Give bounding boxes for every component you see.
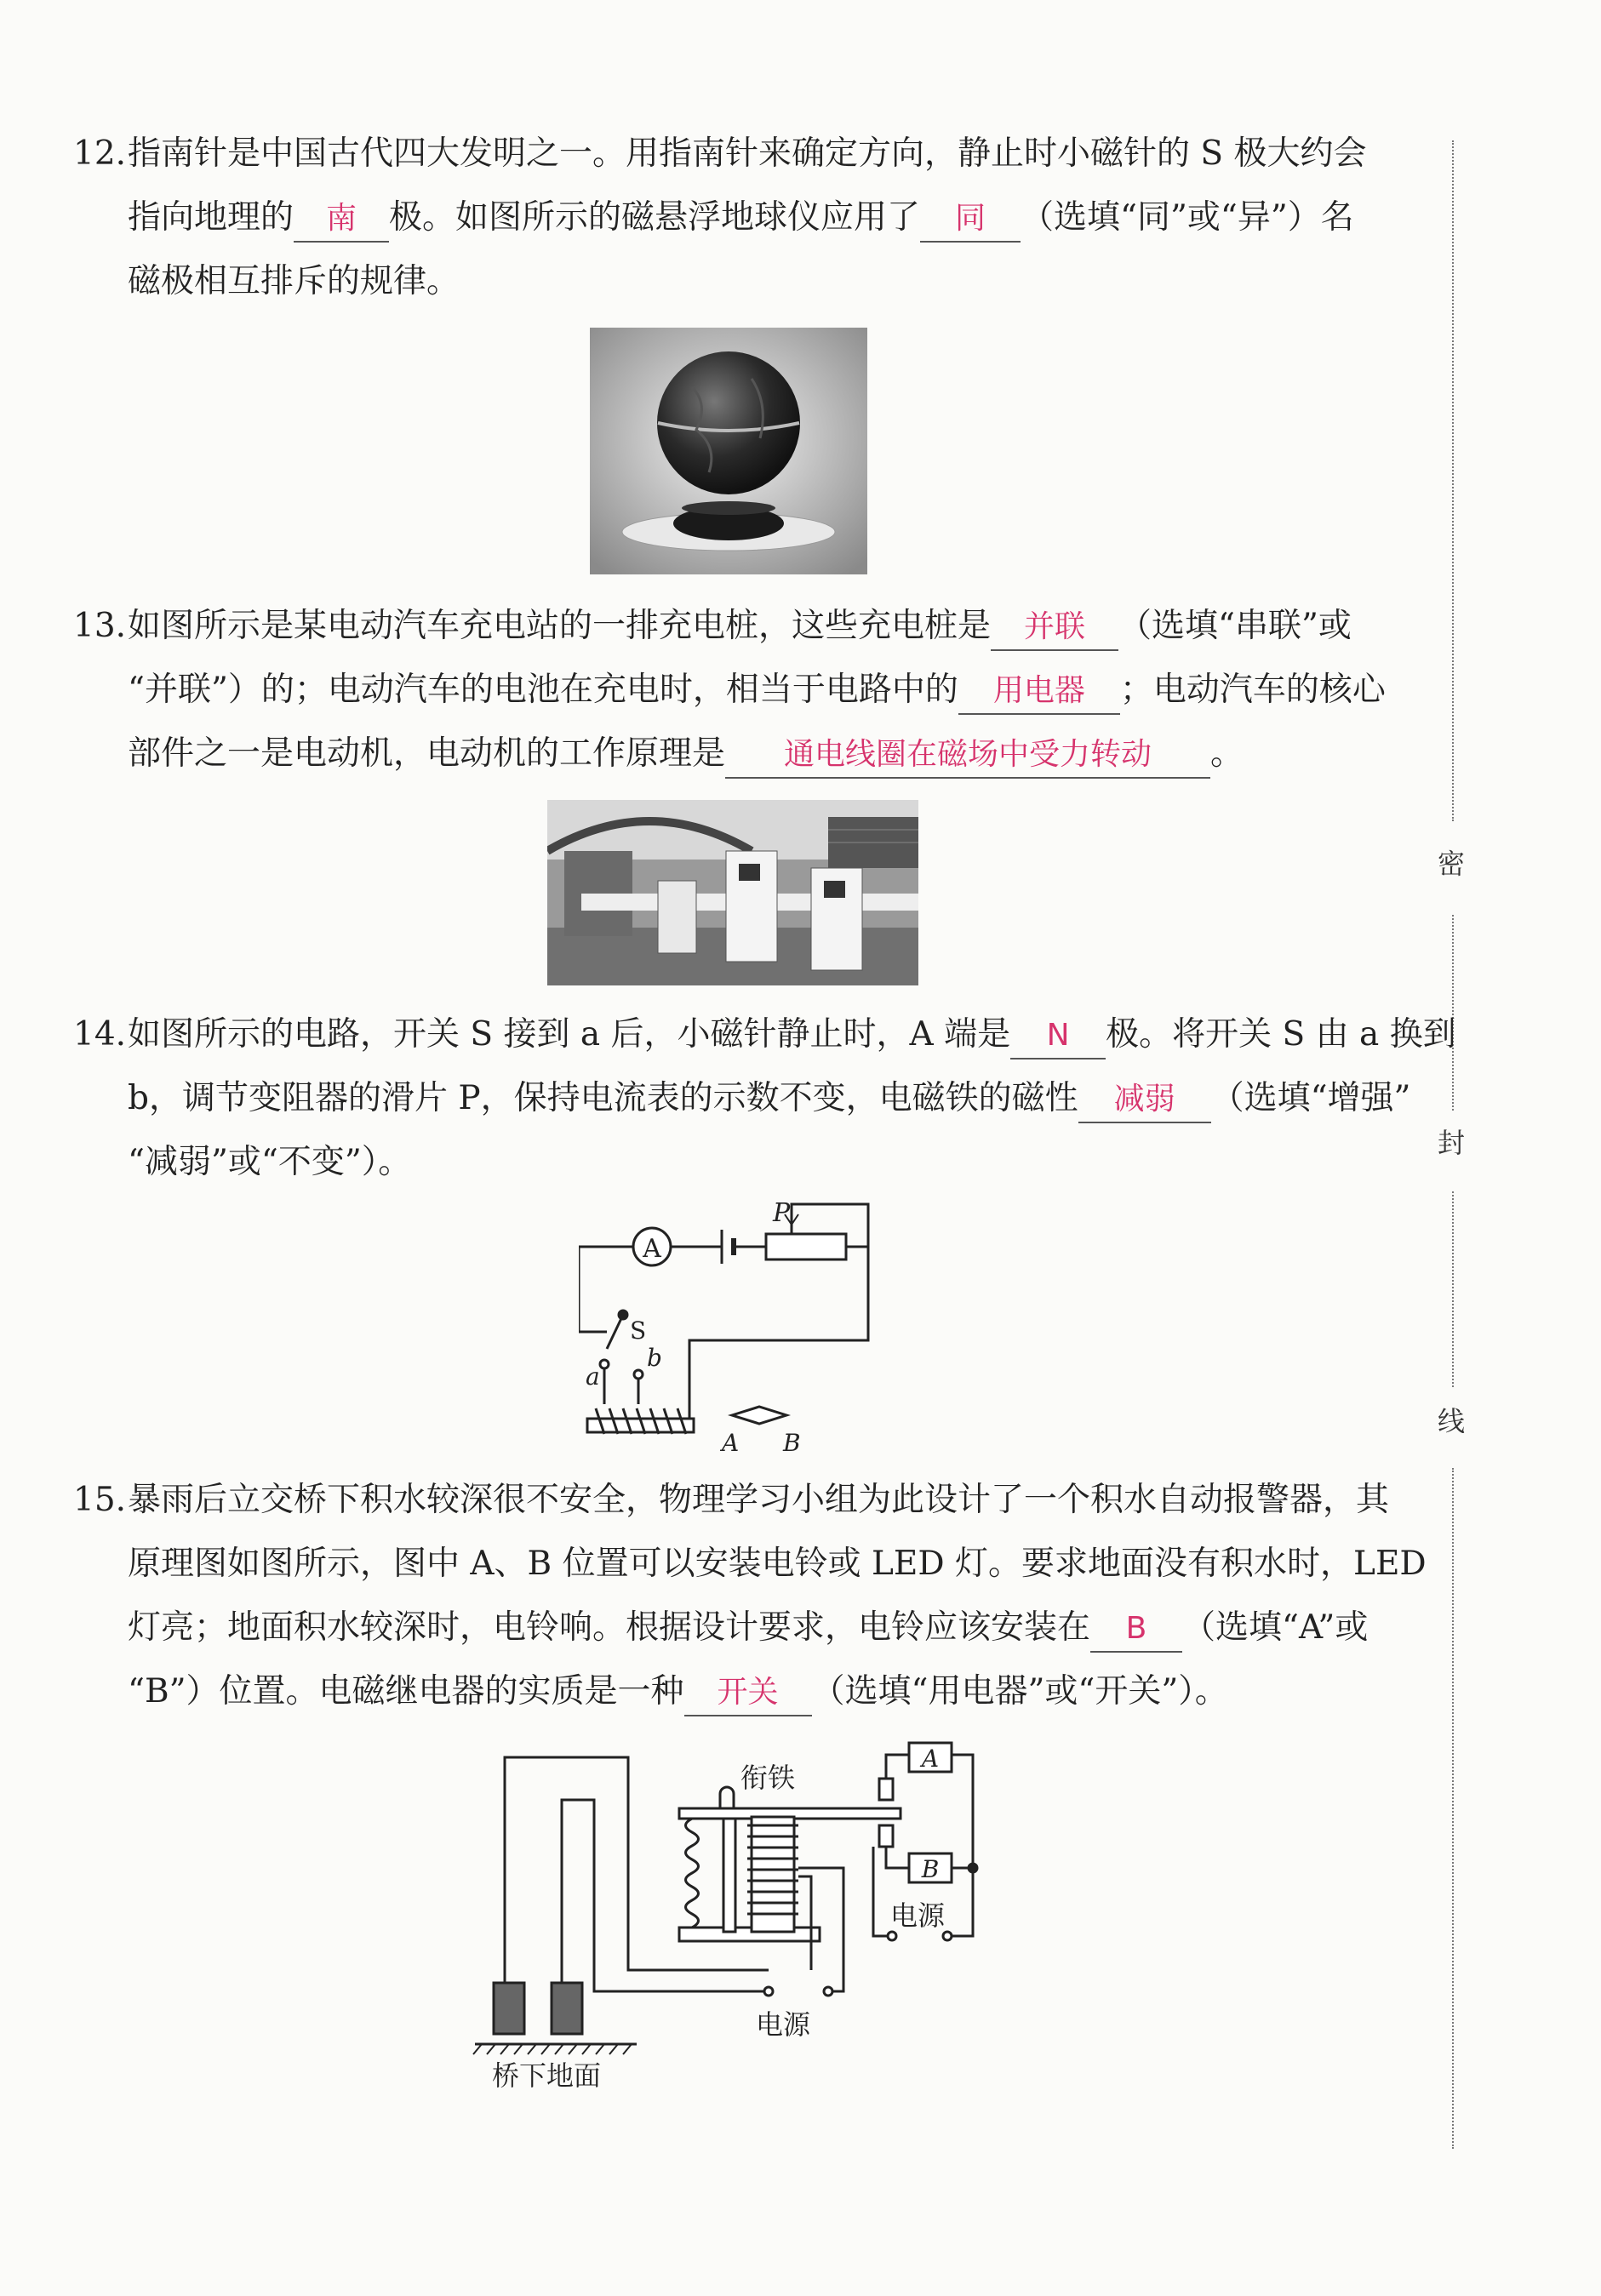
box-a-label: A [921, 1745, 940, 1773]
electromagnet-circuit-diagram [579, 1196, 885, 1459]
question-number: 14. [73, 1015, 127, 1054]
needle-b-label: B [783, 1429, 801, 1457]
text-line: “减弱”或“不变”）。 [128, 1143, 412, 1181]
power-source-label: 电源 [890, 1899, 946, 1932]
water-alarm-relay-diagram [466, 1736, 1011, 2110]
text-line: 暴雨后立交桥下积水较深很不安全，物理学习小组为此设计了一个积水自动报警器，其 [128, 1481, 1390, 1519]
ground-label: 桥下地面 [492, 2059, 602, 2092]
switch-label: S [630, 1316, 647, 1345]
text-line: 原理图如图所示，图中 A、B 位置可以安装电铃或 LED 灯。要求地面没有积水时，LED [128, 1545, 1427, 1583]
box-b-label: B [921, 1855, 940, 1883]
seal-char-feng: 封 [1438, 1127, 1466, 1159]
armature-label: 衔铁 [740, 1762, 796, 1794]
text-line: 如图所示的电路，开关 S 接到 a 后，小磁针静止时，A 端是 N 极。将开关 S 由 a 换到 [128, 1002, 1456, 1066]
seal-line-mid2 [1452, 1191, 1454, 1387]
text-line: 部件之一是电动机，电动机的工作原理是 通电线圈在磁场中受力转动 。 [128, 722, 1244, 785]
text-line: 磁极相互排斥的规律。 [128, 262, 460, 300]
text-line: “并联”）的；电动汽车的电池在充电时，相当于电路中的 用电器 ；电动汽车的核心 [128, 658, 1386, 722]
text-line: 指南针是中国古代四大发明之一。用指南针来确定方向，静止时小磁针的 S 极大约会 [128, 134, 1367, 173]
answer-blank: B [1090, 1607, 1182, 1653]
text-line: “B”）位置。电磁继电器的实质是一种 开关 （选填“用电器”或“开关”）。 [128, 1659, 1228, 1723]
answer-blank: 并联 [991, 605, 1118, 651]
seal-char-xian: 线 [1438, 1405, 1466, 1437]
answer-blank: 开关 [684, 1671, 812, 1716]
seal-line-bottom [1452, 1468, 1454, 2149]
answer-blank: 用电器 [958, 669, 1120, 715]
text-line: 指向地理的 南 极。如图所示的磁悬浮地球仪应用了 同 （选填“同”或“异”）名 [128, 186, 1354, 249]
charging-station-photo [547, 800, 918, 985]
power-source-label: 电源 [756, 2008, 811, 2041]
contact-a-label: a [586, 1362, 600, 1391]
ammeter-label: A [643, 1234, 661, 1264]
text-line: 灯亮；地面积水较深时，电铃响。根据设计要求，电铃应该安装在 B （选填“A”或 [128, 1596, 1368, 1659]
text-line: 如图所示是某电动汽车充电站的一排充电桩，这些充电桩是 并联 （选填“串联”或 [128, 594, 1352, 658]
answer-blank: 通电线圈在磁场中受力转动 [725, 733, 1210, 779]
answer-blank: N [1010, 1014, 1106, 1059]
question-number: 15. [73, 1481, 127, 1519]
question-number: 13. [73, 607, 127, 645]
text-line: b，调节变阻器的滑片 P，保持电流表的示数不变，电磁铁的磁性 减弱 （选填“增强” [128, 1066, 1411, 1130]
contact-b-label: b [647, 1344, 662, 1372]
answer-blank: 减弱 [1078, 1077, 1211, 1123]
question-number: 12. [73, 134, 127, 173]
answer-blank: 南 [294, 197, 389, 243]
seal-line-top [1452, 140, 1454, 821]
needle-a-label: A [722, 1429, 740, 1457]
seal-char-mi: 密 [1438, 848, 1466, 880]
answer-blank: 同 [920, 197, 1021, 243]
slider-label: P [773, 1198, 791, 1228]
maglev-globe-photo [590, 328, 867, 574]
